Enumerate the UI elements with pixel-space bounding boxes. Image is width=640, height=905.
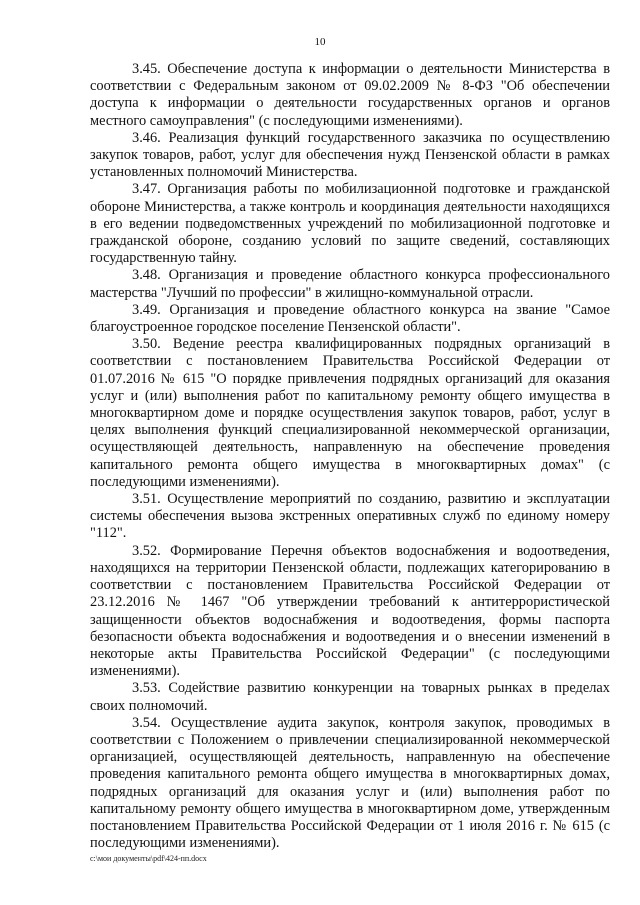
paragraph-3-46: 3.46. Реализация функций государственного заказчика по осуществлению закупок товаров, работ, услуг для обеспечения нужд Пензенской области в рамках установленных полномочий Министерства. bbox=[90, 129, 610, 181]
page-number: 10 bbox=[314, 36, 326, 48]
paragraph-3-53: 3.53. Содействие развитию конкуренции на товарных рынках в пределах своих полномочий. bbox=[90, 680, 610, 714]
paragraph-3-54: 3.54. Осуществление аудита закупок, контроля закупок, проводимых в соответствии с Положением о привлечении специализированной некоммерческой организацией, осуществляющей деятельность, направленную на обеспечение проведения капитального ремонта общего имущества в многоквартирных домах, подрядных организаций для оказания услуг и (или) выполнения работ по капитальному ремонту общего имущества в многоквартирном доме, утвержденным постановлением Правительства Российской Федерации от 1 июля 2016 г. № 615 (с последующими изменениями). bbox=[90, 714, 610, 852]
paragraph-3-45: 3.45. Обеспечение доступа к информации о деятельности Министерства в соответствии с Федеральным законом от 09.02.2009 № 8-ФЗ "Об обеспечении доступа к информации о деятельности государственных органов и органов местного самоуправления" (с последующими изменениями). bbox=[90, 61, 610, 129]
paragraph-3-47: 3.47. Организация работы по мобилизационной подготовке и гражданской обороне Министерства, а также контроль и координация деятельности находящихся в его ведении подведомственных учреждений по мобилизационной подготовке и гражданской обороне, созданию условий по защите сведений, составляющих государственную тайну. bbox=[90, 181, 610, 267]
paragraph-3-48: 3.48. Организация и проведение областного конкурса профессионального мастерства "Лучший по профессии" в жилищно-коммунальной отрасли. bbox=[90, 267, 610, 301]
paragraph-3-49: 3.49. Организация и проведение областного конкурса на звание "Самое благоустроенное городское поселение Пензенской области". bbox=[90, 301, 610, 336]
paragraph-3-52: 3.52. Формирование Перечня объектов водоснабжения и водоотведения, находящихся на территории Пензенской области, подлежащих категорированию в соответствии с постановлением Правительства Российской Федерации от 23.12.2016 № 1467 "Об утверждении требований к антитеррористической защищенности объектов водоснабжения и водоотведения, формы паспорта безопасности объекта водоснабжения и водоотведения и о внесении изменений в некоторые акты Правительства Российской Федерации" (с последующими изменениями). bbox=[90, 542, 610, 680]
paragraph-3-51: 3.51. Осуществление мероприятий по созданию, развитию и эксплуатации системы обеспечения вызова экстренных оперативных служб по единому номеру "112". bbox=[90, 491, 610, 542]
paragraph-3-50: 3.50. Ведение реестра квалифицированных подрядных организаций в соответствии с постановлением Правительства Российской Федерации от 01.07.2016 № 615 "О порядке привлечения подрядных организаций для оказания услуг и (или) выполнения работ по капитальному ремонту общего имущества в многоквартирном доме и порядке осуществления закупок товаров, работ, услуг в целях выполнения функций специализированной некоммерческой организации, осуществляющей деятельность, направленную на обеспечение проведения капитального ремонта общего имущества в многоквартирных домах" (с последующими изменениями). bbox=[90, 336, 610, 490]
document-body bbox=[90, 61, 610, 852]
footer-file-path: c:\мои документы\pdf\424-пп.docx bbox=[90, 854, 207, 863]
